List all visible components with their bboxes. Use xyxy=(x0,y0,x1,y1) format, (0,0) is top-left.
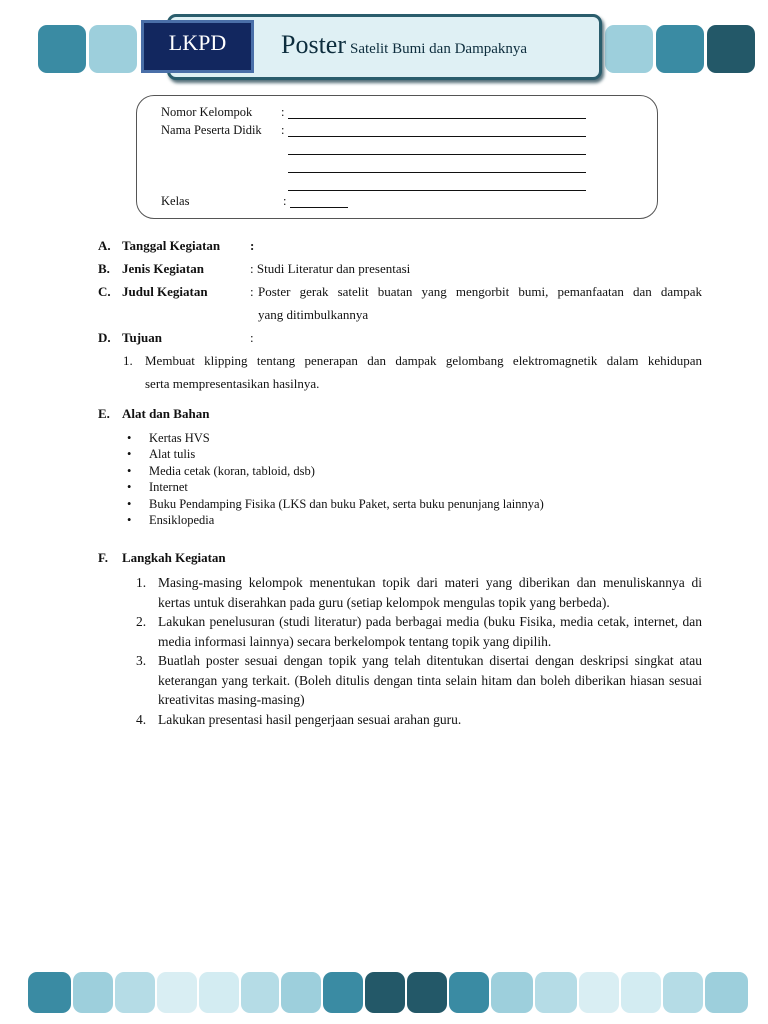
section-a-colon: : xyxy=(250,238,255,253)
group-field[interactable] xyxy=(288,118,586,119)
page-title xyxy=(281,30,527,60)
group-label: Nomor Kelompok xyxy=(161,105,253,119)
section-a-label: Tanggal Kegiatan xyxy=(122,238,221,253)
section-d-letter: D. xyxy=(98,330,111,345)
section-f-letter: F. xyxy=(98,550,108,565)
steps-list xyxy=(136,573,702,729)
header-tile xyxy=(707,25,755,73)
section-e-label: Alat dan Bahan xyxy=(122,406,210,421)
step-item xyxy=(136,710,702,730)
footer-tile xyxy=(535,972,577,1013)
step-item xyxy=(136,651,702,710)
step-number: 4. xyxy=(136,711,147,727)
section-c-line1: Poster gerak satelit buatan yang mengorbit bumi, pemanfaatan dan dampak xyxy=(258,284,702,299)
step-number: 2. xyxy=(136,614,147,629)
footer-tile xyxy=(157,972,197,1013)
section-d-label: Tujuan xyxy=(122,330,162,345)
section-d-item-line1: Membuat klipping tentang penerapan dan dampak gelombang elektromagnetik dalam kehidupan xyxy=(145,353,702,368)
list-item: • Kertas HVS xyxy=(127,430,544,446)
step-item xyxy=(136,612,702,651)
list-item: • Alat tulis xyxy=(127,446,544,462)
section-d-item-line2: serta mempresentasikan hasilnya. xyxy=(145,376,320,391)
step-item xyxy=(136,573,702,612)
footer-tile xyxy=(407,972,447,1013)
section-e-letter: E. xyxy=(98,406,110,421)
materials-list xyxy=(127,430,544,528)
names-colon: : xyxy=(281,123,285,137)
section-c-letter: C. xyxy=(98,284,111,299)
step-text: Lakukan presentasi hasil pengerjaan sesuai arahan guru. xyxy=(158,711,462,727)
section-c-label: Judul Kegiatan xyxy=(122,284,208,299)
step-text: Buatlah poster sesuai dengan topik yang telah ditentukan disertai dengan deskripsi singkat atau keterangan yang terkait. (Boleh ditulis dengan tinta selain hitam dan boleh diberikan hiasan sesuai kreativitas masing-masing) xyxy=(158,653,702,707)
footer-tile xyxy=(365,972,405,1013)
header-tile xyxy=(38,25,86,73)
section-b-label: Jenis Kegiatan xyxy=(122,261,204,276)
footer-tile xyxy=(663,972,703,1013)
header-tile xyxy=(89,25,137,73)
list-item: • Buku Pendamping Fisika (LKS dan buku Paket, serta buku penunjang lainnya) xyxy=(127,496,544,512)
section-d-colon: : xyxy=(250,330,254,345)
group-colon: : xyxy=(281,105,285,119)
footer-tile xyxy=(579,972,619,1013)
section-b-letter: B. xyxy=(98,261,110,276)
step-number: 3. xyxy=(136,653,147,668)
names-field[interactable] xyxy=(288,190,586,191)
footer-tile xyxy=(28,972,71,1013)
class-colon: : xyxy=(283,194,287,208)
step-text: Lakukan penelusuran (studi literatur) pada berbagai media (buku Fisika, media cetak, internet, dan media informasi lainnya) secara berkelompok tentang topik yang dipilih. xyxy=(158,614,702,649)
step-number: 1. xyxy=(136,575,147,590)
footer-tile xyxy=(621,972,661,1013)
section-c-line2: yang ditimbulkannya xyxy=(258,307,369,322)
section-a-letter: A. xyxy=(98,238,111,253)
class-field[interactable] xyxy=(290,207,348,208)
names-field[interactable] xyxy=(288,154,586,155)
list-item: • Ensiklopedia xyxy=(127,512,544,528)
section-f-label: Langkah Kegiatan xyxy=(122,550,226,565)
title-main: Poster xyxy=(281,30,346,59)
list-item: • Internet xyxy=(127,479,544,495)
section-c-colon: : xyxy=(250,284,254,299)
class-label: Kelas xyxy=(161,194,190,208)
title-sub: Satelit Bumi dan Dampaknya xyxy=(350,41,528,57)
names-field[interactable] xyxy=(288,136,586,137)
footer-tile xyxy=(705,972,748,1013)
footer-tile xyxy=(199,972,239,1013)
names-label: Nama Peserta Didik xyxy=(161,123,262,137)
footer-tile xyxy=(281,972,321,1013)
section-b-value: : Studi Literatur dan presentasi xyxy=(250,261,411,276)
footer-tile xyxy=(491,972,533,1013)
names-field[interactable] xyxy=(288,172,586,173)
footer-tile xyxy=(449,972,489,1013)
step-text: Masing-masing kelompok menentukan topik dari materi yang diberikan dan menuliskannya di kertas untuk diserahkan pada guru (setiap kelompok mengulas topik yang berbeda). xyxy=(158,575,702,610)
footer-tile xyxy=(73,972,113,1013)
section-d-item-num: 1. xyxy=(123,353,133,368)
footer-tile xyxy=(241,972,279,1013)
header-tile xyxy=(656,25,704,73)
header-tile xyxy=(605,25,653,73)
lkpd-badge: LKPD xyxy=(141,20,254,73)
footer-tile xyxy=(323,972,363,1013)
list-item: • Media cetak (koran, tabloid, dsb) xyxy=(127,463,544,479)
footer-tile xyxy=(115,972,155,1013)
